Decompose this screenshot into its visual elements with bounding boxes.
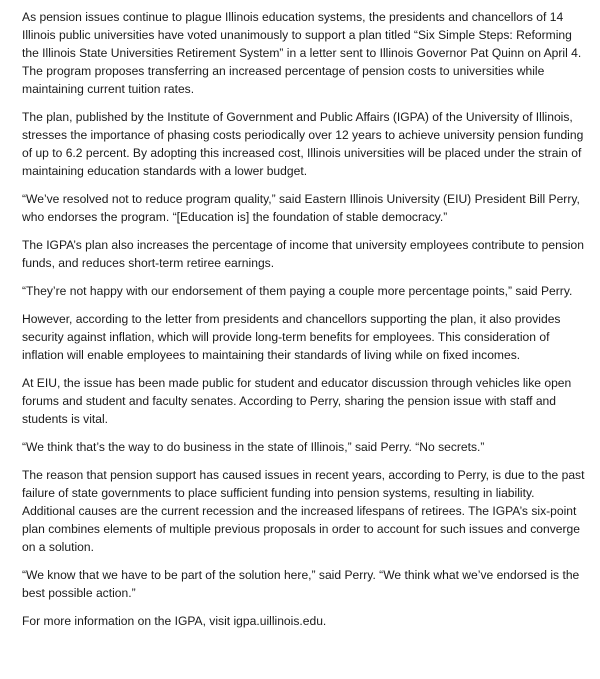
paragraph-7: At EIU, the issue has been made public for student and educator discussion through vehicles like open forums and student and faculty senates. According to Perry, sharing the pension issue with staff and students is vital. — [22, 376, 572, 426]
paragraph-2: The plan, published by the Institute of Government and Public Affairs (IGPA) of the University of Illinois, stresses the importance of phasing costs periodically over 12 years to achieve university pension funding of up to 6.2 percent. By adopting this increased cost, Illinois universities will be placed under the strain of maintaining education standards with a lower budget. — [22, 110, 584, 178]
paragraph-6: However, according to the letter from presidents and chancellors supporting the plan, it also provides security against inflation, which will provide long-term benefits for employees. This consideration of inflation will enable employees to maintaining their standards of living while on fixed incomes. — [22, 312, 561, 362]
paragraph-1: As pension issues continue to plague Illinois education systems, the presidents and chancellors of 14 Illinois public universities have voted unanimously to support a plan titled “Six Simple Steps: Reforming the Illinois State Universities Retirement System” in a letter sent to Illinois Governor Pat Quinn on April 4. The program proposes transferring an increased percentage of pension costs to universities while maintaining current tuition rates. — [22, 10, 582, 96]
paragraph-11: For more information on the IGPA, visit igpa.uillinois.edu. — [22, 614, 327, 628]
paragraph-10: “We know that we have to be part of the solution here,” said Perry. “We think what we’ve endorsed is the best possible action.” — [22, 568, 580, 600]
paragraph-4: The IGPA’s plan also increases the percentage of income that university employees contribute to pension funds, and reduces short-term retiree earnings. — [22, 238, 585, 270]
paragraph-3: “We’ve resolved not to reduce program quality,” said Eastern Illinois University (EIU) President Bill Perry, who endorses the program. “[Education is] the foundation of stable democracy.” — [22, 192, 580, 224]
paragraph-5: “They’re not happy with our endorsement of them paying a couple more percentage points,” said Perry. — [22, 284, 573, 298]
paragraph-8: “We think that’s the way to do business in the state of Illinois,” said Perry. “No secrets.” — [22, 440, 485, 454]
paragraph-9: The reason that pension support has caused issues in recent years, according to Perry, is due to the past failure of state governments to place sufficient funding into pension systems, resulting in liability. Additional causes are the current recession and the increased lifespans of retirees. The IGPA’s six-point plan combines elements of multiple previous proposals in order to account for such issues and converge on a solution. — [22, 468, 585, 554]
